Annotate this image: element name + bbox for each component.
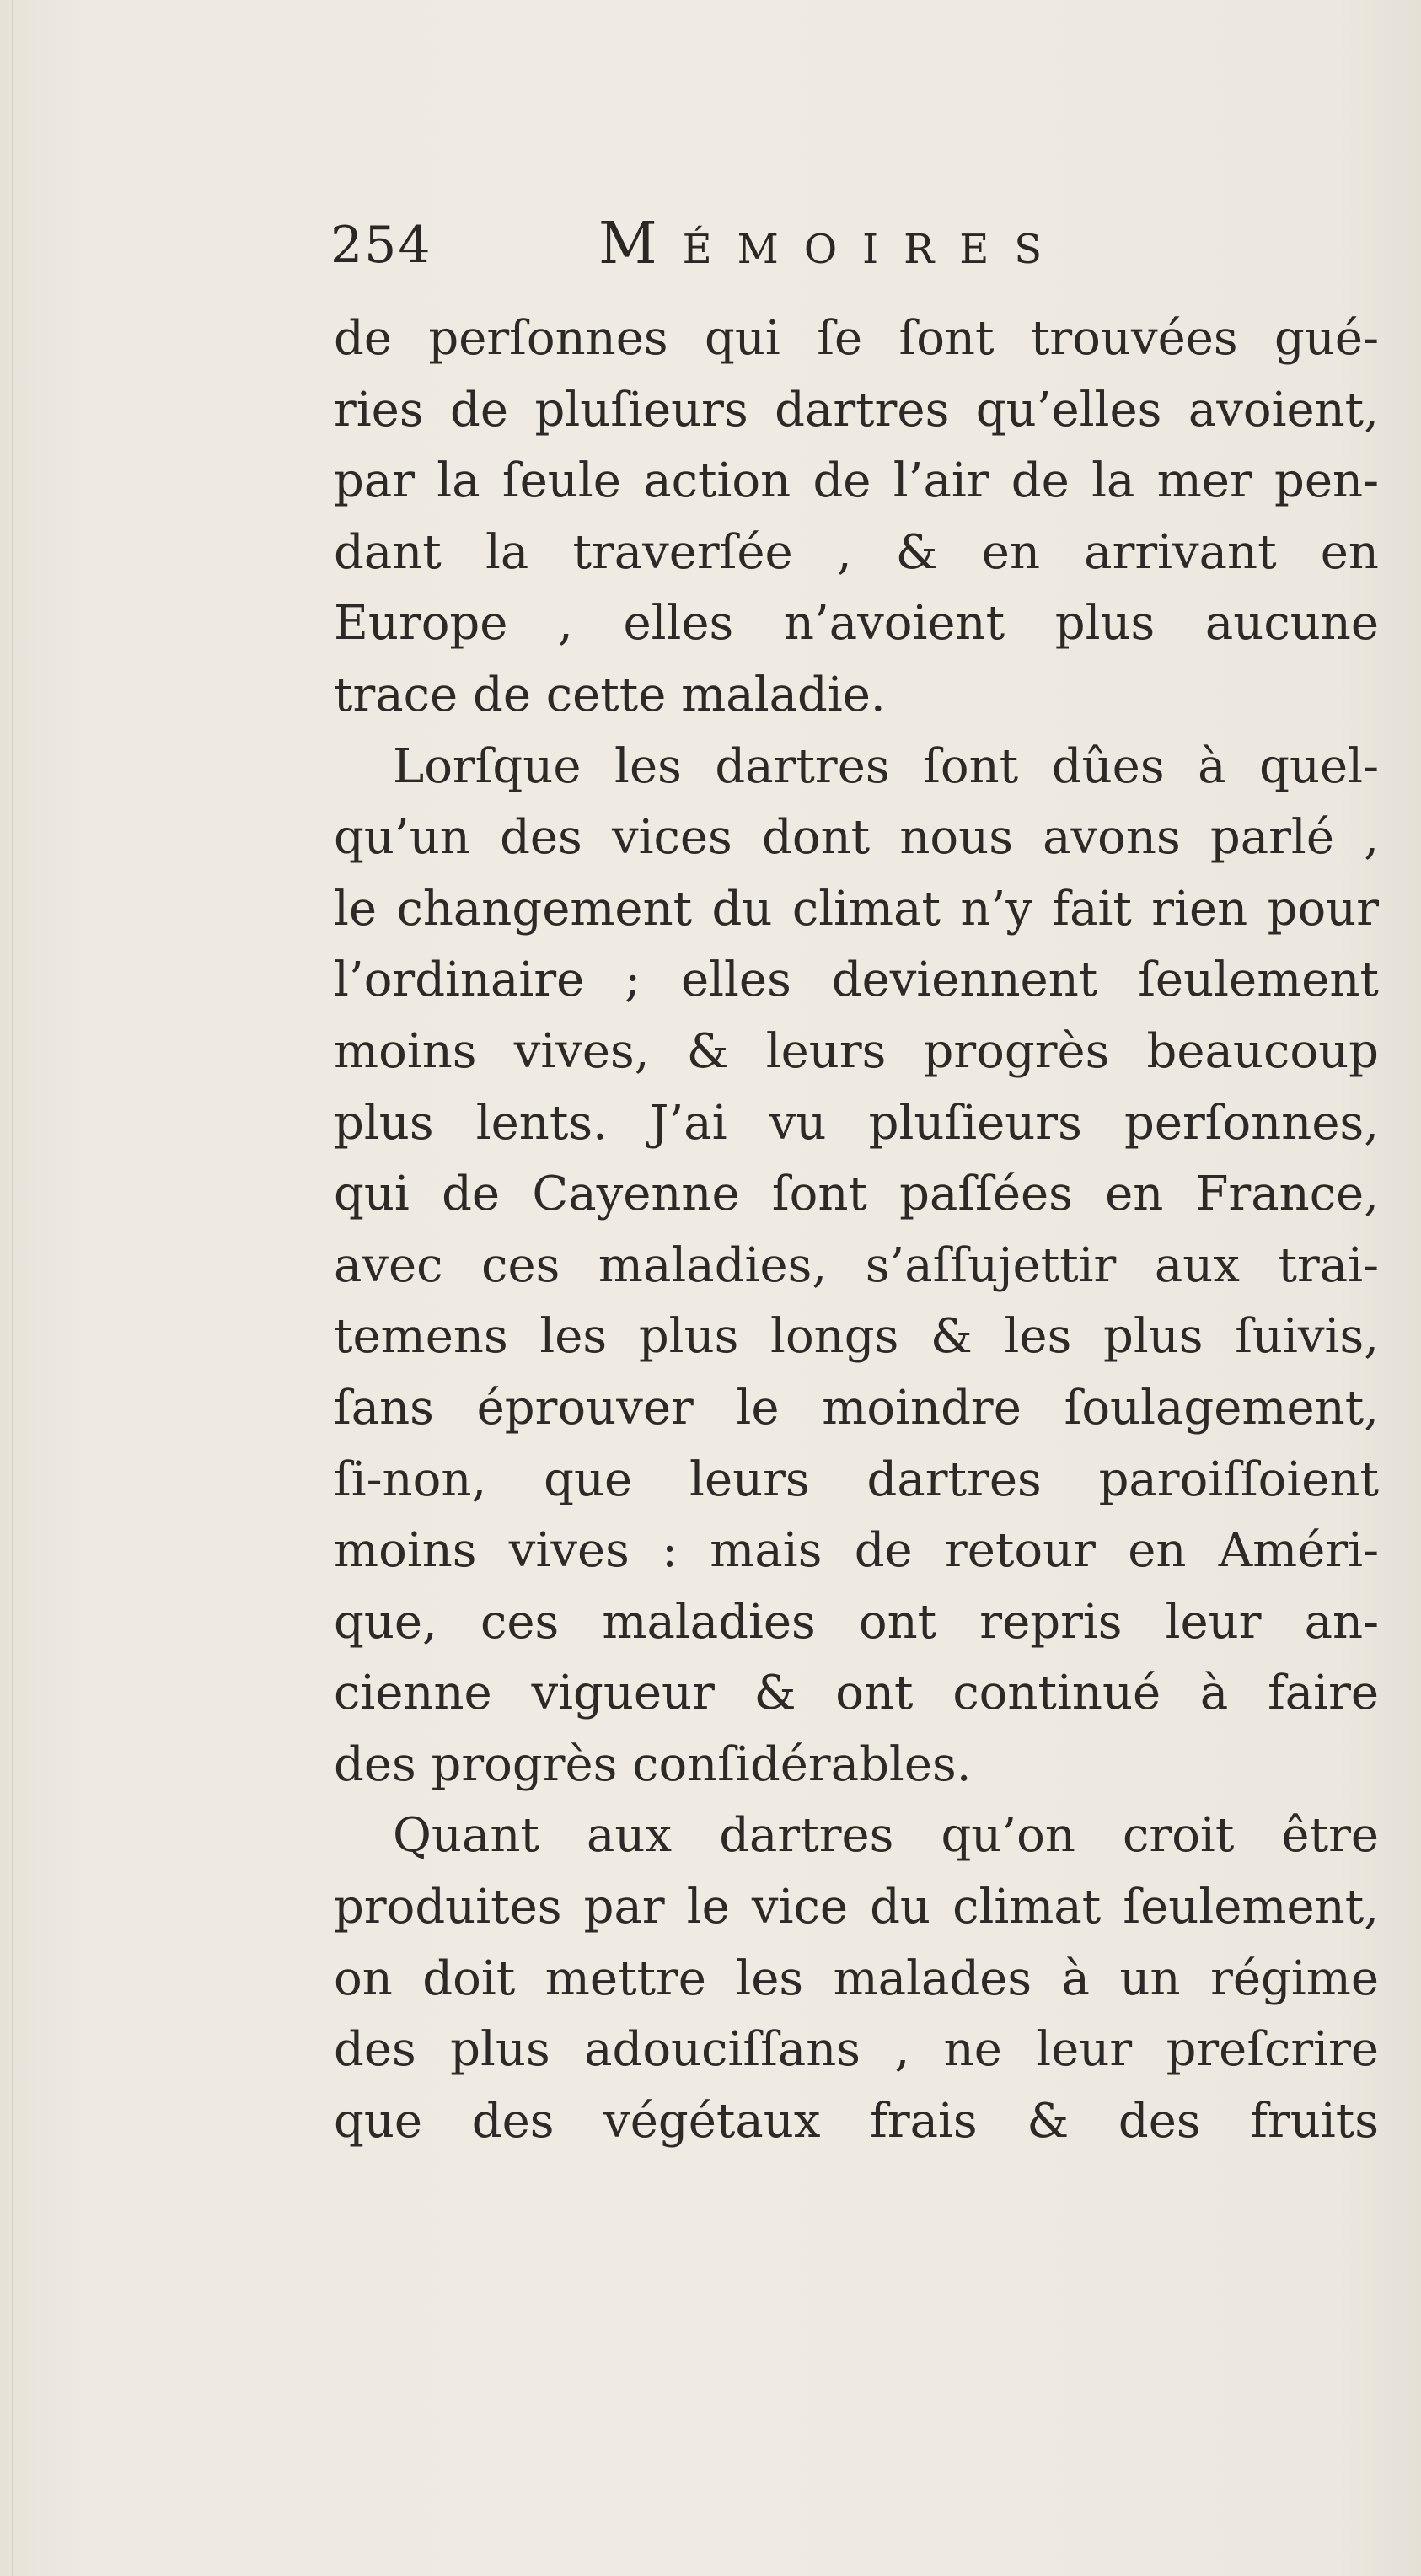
text-line: Quant aux dartres qu’on croit être bbox=[393, 1808, 1379, 1864]
text-line: ſans éprouver le moindre ſoulagement, bbox=[334, 1380, 1379, 1436]
text-line: trace de cette maladie. bbox=[334, 667, 886, 722]
text-line: cienne vigueur & ont continué à faire bbox=[334, 1666, 1379, 1721]
text-line: temens les plus longs & les plus ſuivis, bbox=[334, 1309, 1379, 1365]
text-line: de perſonnes qui ſe ſont trouvées gué- bbox=[334, 311, 1379, 366]
text-line: produites par le vice du climat ſeulement, bbox=[334, 1880, 1379, 1935]
page-gutter bbox=[12, 0, 13, 2576]
text-line: ries de pluſieurs dartres qu’elles avoient, bbox=[334, 382, 1379, 437]
text-line: que des végétaux frais & des fruits bbox=[334, 2093, 1379, 2149]
text-line: qu’un des vices dont nous avons parlé , bbox=[334, 810, 1379, 866]
text-line: par la ſeule action de l’air de la mer pen- bbox=[334, 453, 1379, 509]
text-line: moins vives, & leurs progrès beaucoup bbox=[334, 1023, 1379, 1079]
text-line: ſi-non, que leurs dartres paroiſſoient bbox=[334, 1452, 1379, 1507]
text-line: que, ces maladies ont repris leur an- bbox=[334, 1594, 1379, 1650]
text-line: qui de Cayenne ſont paſſées en France, bbox=[334, 1167, 1379, 1222]
text-line: plus lents. J’ai vu pluſieurs perſonnes, bbox=[334, 1095, 1379, 1151]
page-number: 254 bbox=[330, 216, 432, 275]
text-line: avec ces maladies, s’aſſujettir aux trai- bbox=[334, 1237, 1379, 1293]
text-line: des plus adouciſſans , ne leur preſcrire bbox=[334, 2022, 1379, 2078]
text-line: moins vives : mais de retour en Améri- bbox=[334, 1523, 1379, 1579]
page-header bbox=[330, 209, 1173, 285]
text-line: l’ordinaire ; elles deviennent ſeulement bbox=[334, 953, 1379, 1008]
text-line: des progrès conſidérables. bbox=[334, 1736, 972, 1792]
text-line: le changement du climat n’y fait rien pour bbox=[334, 881, 1379, 936]
text-line: on doit mettre les malades à un régime bbox=[334, 1951, 1379, 2006]
text-line: dant la traverſée , & en arrivant en bbox=[334, 524, 1379, 580]
text-line: Lorſque les dartres ſont dûes à quel- bbox=[393, 738, 1379, 794]
running-head: Mémoires bbox=[598, 211, 1068, 277]
body-text bbox=[334, 303, 1379, 2157]
text-line: Europe , elles n’avoient plus aucune bbox=[334, 596, 1379, 652]
